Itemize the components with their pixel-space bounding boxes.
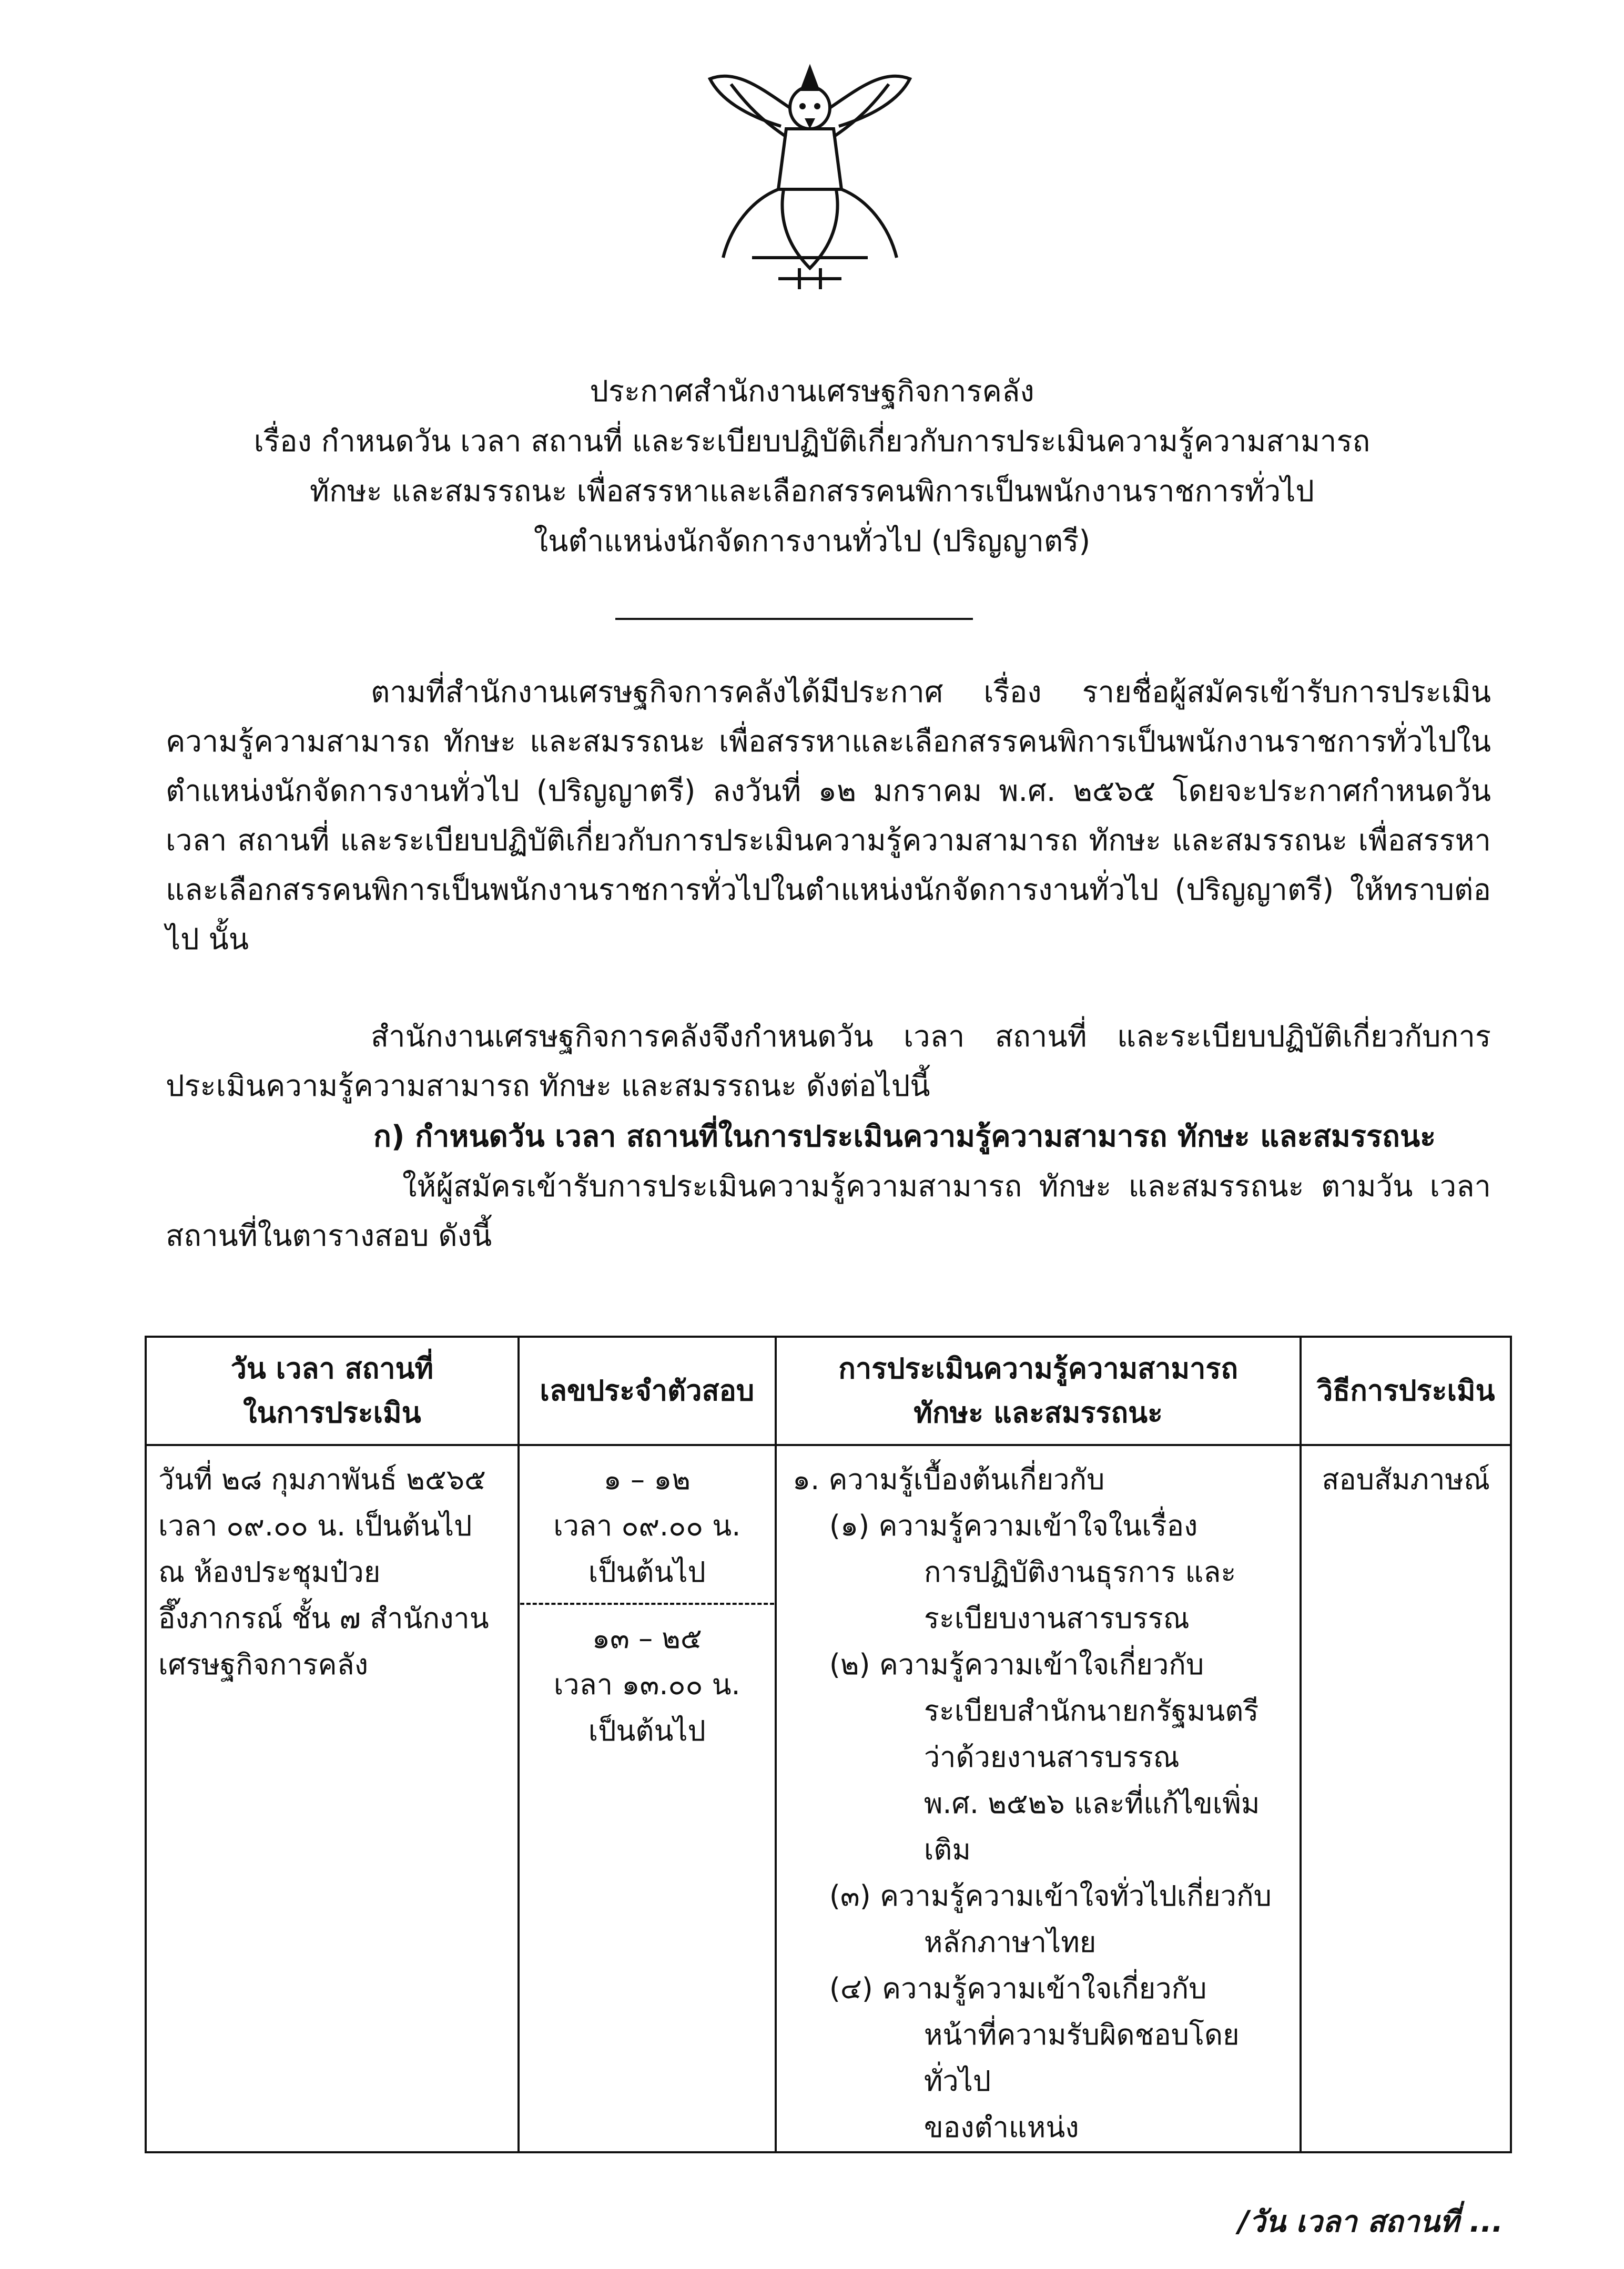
subject-line-2: ทักษะ และสมรรถนะ เพื่อสรรหาและเลือกสรรคนพิการเป็นพนักงานราชการทั่วไป bbox=[310, 474, 1314, 508]
list-item: (๒) ความรู้ความเข้าใจเกี่ยวกับ ระเบียบสำนักนายกรัฐมนตรี ว่าด้วยงานสารบรรณ พ.ศ. ๒๕๒๖ และที่แก้ไขเพิ่มเติม bbox=[829, 1648, 1260, 1866]
header-date-place: วัน เวลา สถานที่ ในการประเมิน bbox=[146, 1337, 519, 1445]
subject-line-3: ในตำแหน่งนักจัดการงานทั่วไป (ปริญญาตรี) bbox=[533, 524, 1091, 558]
garuda-emblem bbox=[673, 58, 947, 300]
subject-line: เรื่อง กำหนดวัน เวลา สถานที่ และระเบียบปฏิบัติเกี่ยวกับการประเมินความรู้ความสามารถ bbox=[253, 424, 1371, 459]
table-header-row bbox=[146, 1337, 1511, 1445]
header-exam-id: เลขประจำตัวสอบ bbox=[519, 1337, 776, 1445]
table-row bbox=[146, 1445, 1511, 2152]
cell-exam-id: ๑ – ๑๒ เวลา ๐๙.๐๐ น. เป็นต้นไป ๑๓ – ๒๕ เวลา ๑๓.๐๐ น. เป็นต้นไป bbox=[519, 1445, 776, 2152]
list-item: (๓) ความรู้ความเข้าใจทั่วไปเกี่ยวกับ หลักภาษาไทย bbox=[829, 1879, 1272, 1959]
cell-date-place: วันที่ ๒๘ กุมภาพันธ์ ๒๕๖๕ เวลา ๐๙.๐๐ น. เป็นต้นไป ณ ห้องประชุมป๋วย อึ๊งภากรณ์ ชั้น ๗ สำนักงาน เศรษฐกิจการคลัง bbox=[146, 1445, 519, 2152]
cell-method: สอบสัมภาษณ์ bbox=[1301, 1445, 1511, 2152]
announcement-title: ประกาศสำนักงานเศรษฐกิจการคลัง bbox=[590, 374, 1034, 409]
list-item: (๔) ความรู้ความเข้าใจเกี่ยวกับ หน้าที่ความรับผิดชอบโดยทั่วไป ของตำแหน่ง bbox=[829, 1972, 1240, 2144]
paragraph-determination: สำนักงานเศรษฐกิจการคลังจึงกำหนดวัน เวลา สถานที่ และระเบียบปฏิบัติเกี่ยวกับการประเมินความรู้ความสามารถ ทักษะ และสมรรถนะ ดังต่อไปนี้ bbox=[166, 1020, 1491, 1103]
title-divider bbox=[615, 618, 973, 620]
exam-schedule-table bbox=[145, 1336, 1512, 2153]
paragraph-schedule-intro: ให้ผู้สมัครเข้ารับการประเมินความรู้ความสามารถ ทักษะ และสมรรถนะ ตามวัน เวลา สถานที่ในตารางสอบ ดังนี้ bbox=[166, 1169, 1491, 1253]
dashed-divider bbox=[520, 1603, 774, 1605]
list-item: (๑) ความรู้ความเข้าใจในเรื่อง การปฏิบัติงานธุรการ และ ระเบียบงานสารบรรณ bbox=[829, 1509, 1236, 1635]
header-assessment: การประเมินความรู้ความสามารถ ทักษะ และสมรรถนะ bbox=[776, 1337, 1301, 1445]
header-method: วิธีการประเมิน bbox=[1301, 1337, 1511, 1445]
cell-assessment: ๑. ความรู้เบื้องต้นเกี่ยวกับ (๑) ความรู้ความเข้าใจในเรื่อง การปฏิบัติงานธุรการ และ ระเบียบงานสารบรรณ (๒) ความรู้ความเข้าใจเกี่ยวกับ ระเบียบสำนักนายกรัฐมนตรี ว่าด้วยงานสารบรรณ พ.ศ. ๒๕๒๖ และที่แก้ไขเพิ่มเติม (๓) ความรู้ความเข้าใจทั่วไปเกี่ยวกับ หลักภาษาไทย (๔) ความรู้ความเข้าใจเกี่ยวกับ หน้าที่ความรับผิดชอบโดยทั่วไป ของตำแหน่ง bbox=[776, 1445, 1301, 2152]
paragraph-intro: ตามที่สำนักงานเศรษฐกิจการคลังได้มีประกาศ เรื่อง รายชื่อผู้สมัครเข้ารับการประเมินความรู้ความสามารถ ทักษะ และสมรรถนะ เพื่อสรรหาและเลือกสรรคนพิการเป็นพนักงานราชการทั่วไปในตำแหน่งนักจัดการงานทั่วไป (ปริญญาตรี) ลงวันที่ ๑๒ มกราคม พ.ศ. ๒๕๖๕ โดยจะประกาศกำหนดวัน เวลา สถานที่ และระเบียบปฏิบัติเกี่ยวกับการประเมินความรู้ความสามารถ ทักษะ และสมรรถนะ เพื่อสรรหาและเลือกสรรคนพิการเป็นพนักงานราชการทั่วไปในตำแหน่งนักจัดการงานทั่วไป (ปริญญาตรี) ให้ทราบต่อไป นั้น bbox=[166, 675, 1491, 957]
page-continuation: /วัน เวลา สถานที่ ... bbox=[1238, 2205, 1503, 2239]
section-a-heading: ก) กำหนดวัน เวลา สถานที่ในการประเมินความรู้ความสามารถ ทักษะ และสมรรถนะ bbox=[373, 1120, 1436, 1154]
